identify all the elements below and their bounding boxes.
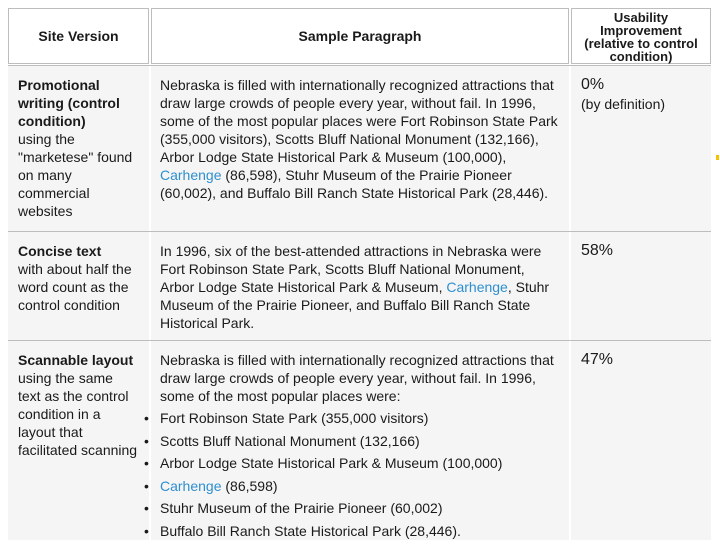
list-item bbox=[160, 477, 569, 500]
version-desc: websites bbox=[18, 202, 149, 220]
version-desc: word count as the bbox=[18, 278, 149, 296]
list-item bbox=[160, 432, 569, 455]
version-desc: condition in a bbox=[18, 405, 149, 423]
row-promotional-version bbox=[8, 66, 149, 231]
paragraph-line: Museum of the Prairie Pioneer, and Buffalo Bill Ranch State bbox=[160, 296, 569, 314]
paragraph-line: In 1996, six of the best-attended attractions in Nebraska were bbox=[160, 242, 569, 260]
paragraph-line: Nebraska is filled with internationally recognized attractions that bbox=[160, 76, 569, 94]
header-label-line: Improvement bbox=[584, 24, 697, 37]
header-label-line: (relative to control bbox=[584, 37, 697, 50]
row-promotional-improvement bbox=[571, 66, 711, 231]
paragraph-line: draw large crowds of people every year, without fail. In 1996, bbox=[160, 369, 569, 387]
version-desc: control condition bbox=[18, 296, 149, 314]
header-label: Site Version bbox=[38, 28, 118, 44]
paragraph-text: (86,598), Stuhr Museum of the Prairie Pioneer bbox=[222, 167, 512, 183]
list-item bbox=[160, 454, 569, 477]
list-item-text: Fort Robinson State Park (355,000 visitors) bbox=[160, 410, 428, 426]
row-concise-version bbox=[8, 232, 149, 340]
version-desc: with about half the bbox=[18, 260, 149, 278]
list-item-text: Scotts Bluff National Monument (132,166) bbox=[160, 433, 420, 449]
list-item bbox=[160, 522, 569, 544]
version-desc: on many bbox=[18, 166, 149, 184]
row-scannable-version bbox=[8, 341, 149, 540]
list-item bbox=[160, 409, 569, 432]
list-item-text: Stuhr Museum of the Prairie Pioneer (60,002) bbox=[160, 500, 442, 516]
version-desc: using the bbox=[18, 130, 149, 148]
row-concise-paragraph bbox=[151, 232, 569, 340]
header-label: Sample Paragraph bbox=[299, 28, 422, 44]
version-title: Concise text bbox=[18, 242, 149, 260]
bullet-icon: • bbox=[144, 454, 149, 472]
version-desc: layout that bbox=[18, 423, 149, 441]
row-scannable-improvement bbox=[571, 341, 711, 540]
version-title: condition) bbox=[18, 112, 149, 130]
row-scannable-paragraph bbox=[151, 341, 569, 540]
carhenge-link[interactable]: Carhenge bbox=[160, 478, 222, 494]
version-desc: using the same bbox=[18, 369, 149, 387]
version-desc: "marketese" found bbox=[18, 148, 149, 166]
paragraph-line: draw large crowds of people every year, without fail. In 1996, bbox=[160, 94, 569, 112]
paragraph-text: , Stuhr bbox=[508, 279, 549, 295]
header-sample-paragraph bbox=[151, 8, 569, 64]
version-title: Promotional bbox=[18, 76, 149, 94]
paragraph-line: some of the most popular places were: bbox=[160, 387, 569, 405]
header-label-line: Usability bbox=[584, 11, 697, 24]
bullet-icon: • bbox=[144, 477, 149, 495]
list-item-text: Buffalo Bill Ranch State Historical Park (28,446). bbox=[160, 523, 461, 539]
paragraph-line: (60,002), and Buffalo Bill Ranch State Historical Park (28,446). bbox=[160, 184, 569, 202]
list-item-text: Arbor Lodge State Historical Park & Museum (100,000) bbox=[160, 455, 502, 471]
paragraph-line bbox=[160, 278, 569, 296]
decorative-mark bbox=[716, 155, 719, 160]
paragraph-text: Arbor Lodge State Historical Park & Museum, bbox=[160, 279, 446, 295]
list-item-text: (86,598) bbox=[222, 478, 278, 494]
improvement-value: 58% bbox=[581, 241, 711, 261]
row-promotional-paragraph bbox=[151, 66, 569, 231]
attraction-list bbox=[160, 409, 569, 544]
version-desc: commercial bbox=[18, 184, 149, 202]
bullet-icon: • bbox=[144, 432, 149, 450]
version-title: Scannable layout bbox=[18, 351, 149, 369]
bullet-icon: • bbox=[144, 499, 149, 517]
improvement-value: 47% bbox=[581, 350, 711, 370]
paragraph-line: (355,000 visitors), Scotts Bluff National Monument (132,166), bbox=[160, 130, 569, 148]
improvement-value: 0% bbox=[581, 75, 711, 95]
carhenge-link[interactable]: Carhenge bbox=[446, 279, 508, 295]
bullet-icon: • bbox=[144, 409, 149, 427]
paragraph-line: Arbor Lodge State Historical Park & Museum (100,000), bbox=[160, 148, 569, 166]
version-desc: text as the control bbox=[18, 387, 149, 405]
header-site-version bbox=[8, 8, 149, 64]
carhenge-link[interactable]: Carhenge bbox=[160, 167, 222, 183]
paragraph-line: Historical Park. bbox=[160, 314, 569, 332]
header-label-line: condition) bbox=[584, 50, 697, 63]
bullet-icon: • bbox=[144, 522, 149, 540]
paragraph-line: Nebraska is filled with internationally recognized attractions that bbox=[160, 351, 569, 369]
row-concise-improvement bbox=[571, 232, 711, 340]
version-title: writing (control bbox=[18, 94, 149, 112]
header-usability-improvement bbox=[571, 8, 711, 64]
paragraph-line: Fort Robinson State Park, Scotts Bluff National Monument, bbox=[160, 260, 569, 278]
paragraph-line bbox=[160, 166, 569, 184]
version-desc: facilitated scanning bbox=[18, 441, 149, 459]
paragraph-line: some of the most popular places were Fort Robinson State Park bbox=[160, 112, 569, 130]
improvement-note: (by definition) bbox=[581, 95, 711, 113]
list-item bbox=[160, 499, 569, 522]
